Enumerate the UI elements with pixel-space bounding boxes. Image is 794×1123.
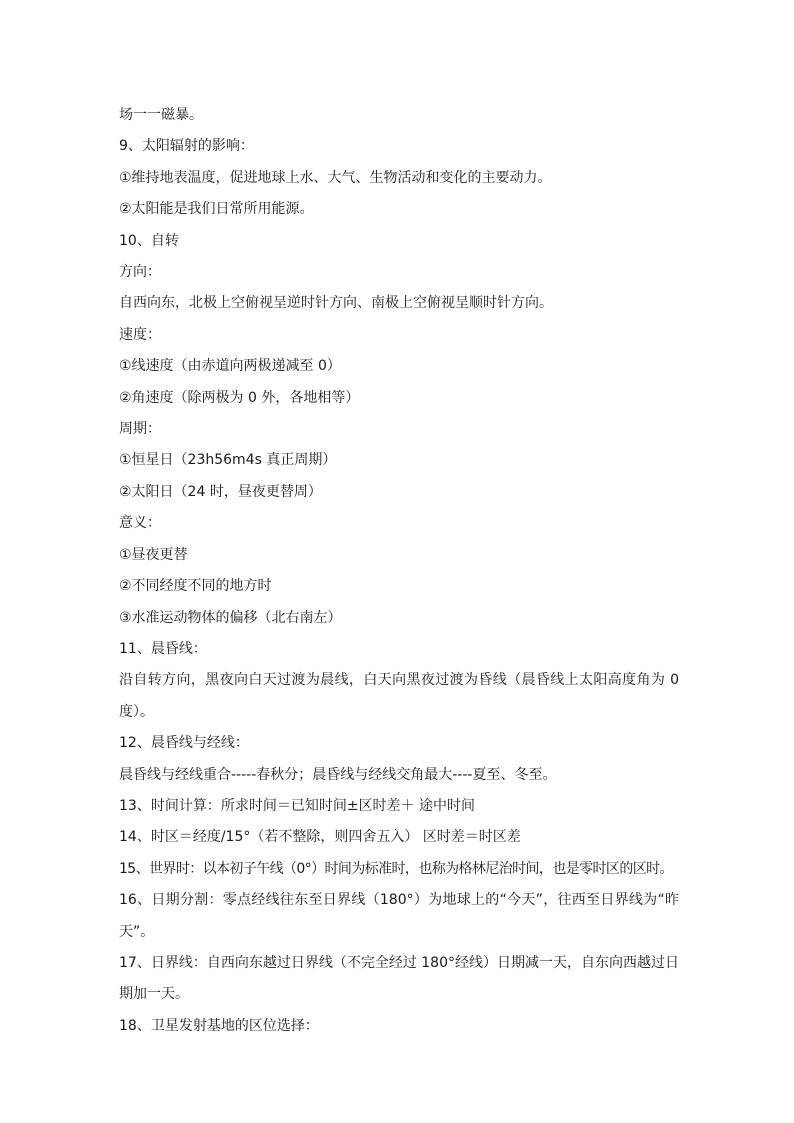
text-line: ②太阳能是我们日常所用能源。: [119, 201, 314, 218]
section-heading: 10、自转: [119, 232, 179, 249]
text-line: ①昼夜更替: [119, 546, 188, 563]
text-line: ②不同经度不同的地方时: [119, 578, 272, 595]
text-line: ①恒星日（23h56m4s 真正周期）: [119, 452, 337, 469]
subheading: 速度：: [119, 326, 161, 343]
subheading: 方向：: [119, 264, 161, 281]
section-heading: 13、时间计算：所求时间＝已知时间±区时差＋ 途中时间: [119, 797, 475, 814]
section-heading: 9、太阳辐射的影响：: [119, 138, 254, 155]
section-heading: 18、卫星发射基地的区位选择：: [119, 1017, 319, 1034]
section-heading: 14、时区＝经度/15°（若不整除，则四舍五入） 区时差＝时区差: [119, 829, 521, 846]
text-line: 场一一磁暴。: [119, 107, 203, 123]
paragraph: 沿自转方向，黑夜向白天过渡为晨线，白天向黑夜过渡为昏线（晨昏线上太阳高度角为 0 度）。: [119, 672, 679, 720]
text-line: 晨昏线与经线重合-----春秋分；晨昏线与经线交角最大----夏至、冬至。: [119, 766, 557, 783]
text-line: ③水准运动物体的偏移（北右南左）: [119, 609, 342, 626]
text-line: ②太阳日（24 时，昼夜更替周）: [119, 483, 322, 500]
text-line: ①线速度（由赤道向两极递减至 0）: [119, 358, 341, 375]
text-line: ②角速度（除两极为 0 外，各地相等）: [119, 389, 360, 406]
subheading: 周期：: [119, 421, 161, 438]
subheading: 意义：: [119, 515, 161, 532]
section-heading: 15、世界时：以本初子午线（0°）时间为标准时，也称为格林尼治时间，也是零时区的区时。: [119, 860, 673, 877]
text-line: 自西向东，北极上空俯视呈逆时针方向、南极上空俯视呈顺时针方向。: [119, 295, 553, 312]
document-body: [119, 100, 679, 1042]
paragraph: 17、日界线：自西向东越过日界线（不完全经过 180°经线）日期减一天，自东向西越过日期加一天。: [119, 954, 679, 1003]
paragraph: 16、日期分割：零点经线往东至日界线（180°）为地球上的“今天”，往西至日界线为“昨天”。: [119, 892, 679, 940]
text-line: ①维持地表温度，促进地球上水、大气、生物活动和变化的主要动力。: [119, 169, 552, 186]
section-heading: 12、晨昏线与经线：: [119, 735, 249, 752]
section-heading: 11、晨昏线：: [119, 640, 207, 657]
